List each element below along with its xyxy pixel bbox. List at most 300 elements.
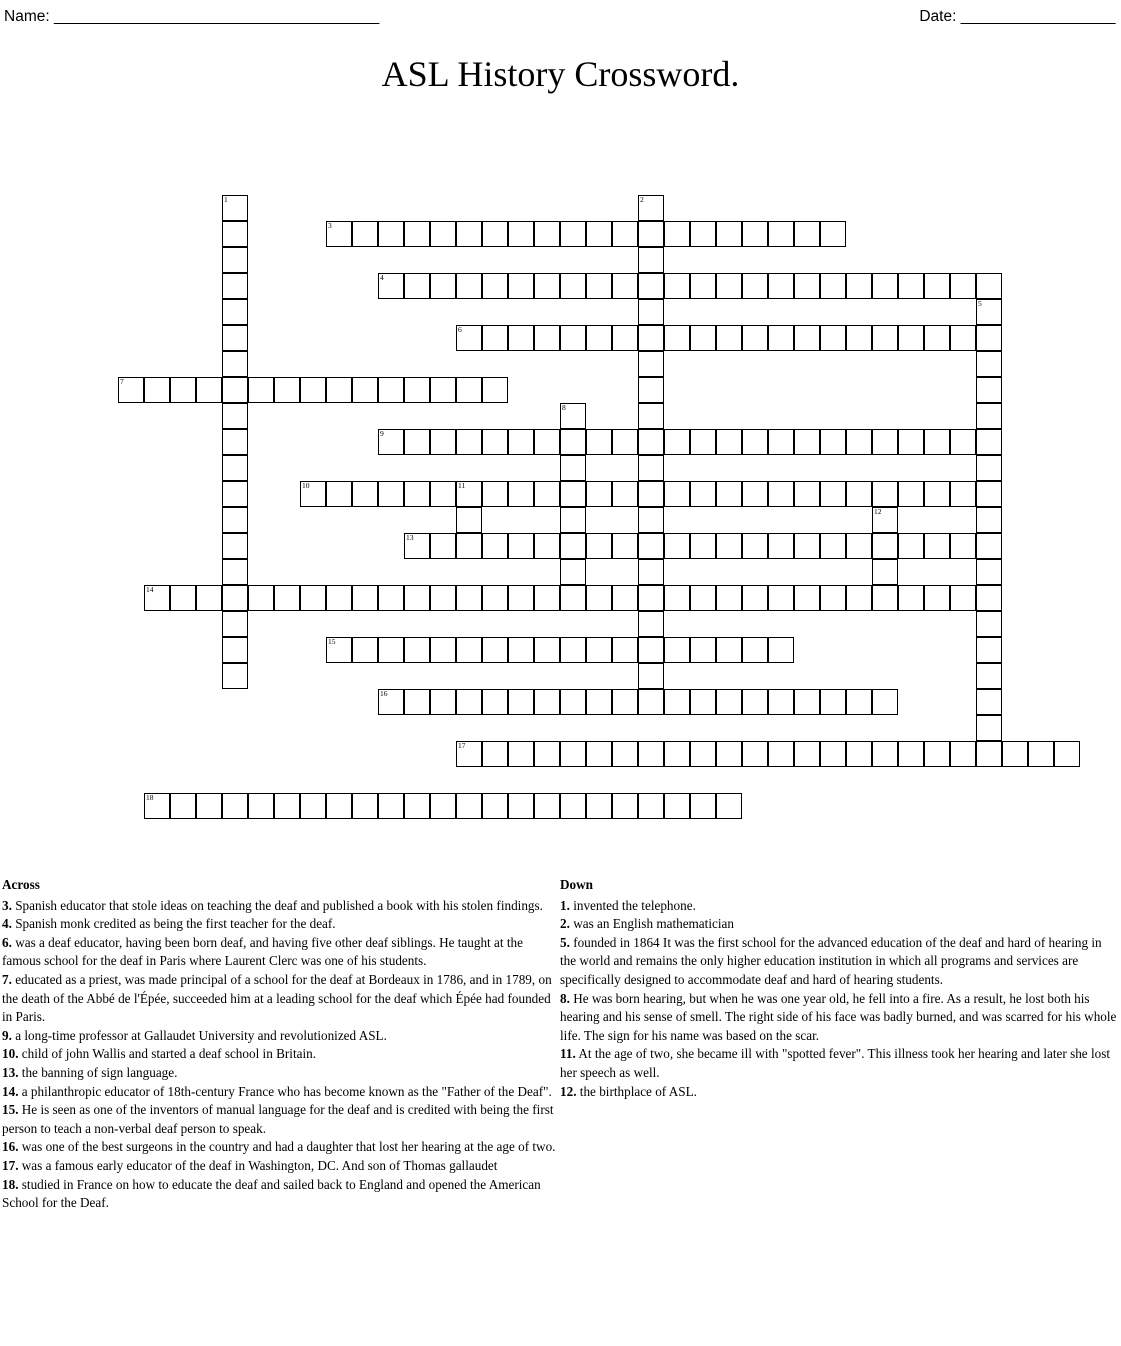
crossword-cell[interactable]: [378, 481, 404, 507]
crossword-cell[interactable]: [898, 325, 924, 351]
crossword-cell[interactable]: [222, 533, 248, 559]
crossword-cell[interactable]: [638, 377, 664, 403]
crossword-cell[interactable]: [508, 741, 534, 767]
crossword-cell[interactable]: [898, 585, 924, 611]
crossword-cell[interactable]: [742, 741, 768, 767]
crossword-cell[interactable]: [924, 273, 950, 299]
crossword-cell[interactable]: [976, 429, 1002, 455]
crossword-cell[interactable]: [378, 429, 404, 455]
crossword-cell[interactable]: [638, 481, 664, 507]
crossword-cell[interactable]: [716, 585, 742, 611]
crossword-cell[interactable]: [456, 377, 482, 403]
crossword-cell[interactable]: [222, 481, 248, 507]
crossword-cell[interactable]: [664, 325, 690, 351]
crossword-cell[interactable]: [534, 533, 560, 559]
crossword-cell[interactable]: [638, 585, 664, 611]
crossword-cell[interactable]: [820, 689, 846, 715]
crossword-cell[interactable]: [976, 299, 1002, 325]
crossword-cell[interactable]: [690, 689, 716, 715]
crossword-cell[interactable]: [976, 741, 1002, 767]
crossword-cell[interactable]: [248, 585, 274, 611]
crossword-cell[interactable]: [612, 325, 638, 351]
crossword-cell[interactable]: [378, 377, 404, 403]
crossword-cell[interactable]: [820, 481, 846, 507]
crossword-cell[interactable]: [118, 377, 144, 403]
crossword-cell[interactable]: [690, 741, 716, 767]
crossword-cell[interactable]: [222, 247, 248, 273]
crossword-cell[interactable]: [950, 325, 976, 351]
crossword-cell[interactable]: [820, 533, 846, 559]
crossword-cell[interactable]: [326, 481, 352, 507]
crossword-cell[interactable]: [820, 325, 846, 351]
crossword-cell[interactable]: [950, 273, 976, 299]
crossword-cell[interactable]: [638, 455, 664, 481]
crossword-cell[interactable]: [1028, 741, 1054, 767]
crossword-cell[interactable]: [664, 637, 690, 663]
crossword-cell[interactable]: [222, 221, 248, 247]
crossword-cell[interactable]: [456, 689, 482, 715]
crossword-cell[interactable]: [326, 793, 352, 819]
crossword-cell[interactable]: [820, 429, 846, 455]
crossword-cell[interactable]: [300, 481, 326, 507]
crossword-cell[interactable]: [508, 273, 534, 299]
crossword-cell[interactable]: [456, 481, 482, 507]
crossword-cell[interactable]: [820, 221, 846, 247]
crossword-cell[interactable]: [690, 481, 716, 507]
crossword-cell[interactable]: [742, 221, 768, 247]
crossword-cell[interactable]: [768, 221, 794, 247]
crossword-cell[interactable]: [898, 273, 924, 299]
crossword-cell[interactable]: [222, 325, 248, 351]
crossword-cell[interactable]: [326, 637, 352, 663]
crossword-cell[interactable]: [560, 793, 586, 819]
crossword-cell[interactable]: [534, 221, 560, 247]
crossword-cell[interactable]: [716, 793, 742, 819]
crossword-grid[interactable]: [0, 190, 1121, 810]
crossword-cell[interactable]: [612, 585, 638, 611]
crossword-cell[interactable]: [690, 637, 716, 663]
crossword-cell[interactable]: [690, 325, 716, 351]
crossword-cell[interactable]: [898, 429, 924, 455]
crossword-cell[interactable]: [638, 221, 664, 247]
crossword-cell[interactable]: [196, 377, 222, 403]
crossword-cell[interactable]: [560, 637, 586, 663]
crossword-cell[interactable]: [430, 429, 456, 455]
crossword-cell[interactable]: [222, 637, 248, 663]
crossword-cell[interactable]: [560, 481, 586, 507]
crossword-cell[interactable]: [456, 793, 482, 819]
crossword-cell[interactable]: [794, 533, 820, 559]
crossword-cell[interactable]: [222, 559, 248, 585]
crossword-cell[interactable]: [612, 533, 638, 559]
crossword-cell[interactable]: [638, 351, 664, 377]
crossword-cell[interactable]: [664, 429, 690, 455]
crossword-cell[interactable]: [690, 429, 716, 455]
crossword-cell[interactable]: [768, 637, 794, 663]
crossword-cell[interactable]: [508, 481, 534, 507]
crossword-cell[interactable]: [612, 741, 638, 767]
crossword-cell[interactable]: [482, 793, 508, 819]
crossword-cell[interactable]: [482, 533, 508, 559]
crossword-cell[interactable]: [898, 741, 924, 767]
crossword-cell[interactable]: [638, 403, 664, 429]
crossword-cell[interactable]: [976, 273, 1002, 299]
crossword-cell[interactable]: [222, 403, 248, 429]
crossword-cell[interactable]: [430, 481, 456, 507]
crossword-cell[interactable]: [716, 273, 742, 299]
crossword-cell[interactable]: [768, 585, 794, 611]
crossword-cell[interactable]: [326, 585, 352, 611]
crossword-cell[interactable]: [690, 533, 716, 559]
crossword-cell[interactable]: [794, 325, 820, 351]
crossword-cell[interactable]: [144, 585, 170, 611]
crossword-cell[interactable]: [482, 585, 508, 611]
crossword-cell[interactable]: [638, 247, 664, 273]
crossword-cell[interactable]: [872, 273, 898, 299]
crossword-cell[interactable]: [924, 429, 950, 455]
crossword-cell[interactable]: [664, 273, 690, 299]
crossword-cell[interactable]: [924, 325, 950, 351]
crossword-cell[interactable]: [222, 299, 248, 325]
crossword-cell[interactable]: [482, 741, 508, 767]
crossword-cell[interactable]: [872, 325, 898, 351]
crossword-cell[interactable]: [404, 221, 430, 247]
crossword-cell[interactable]: [430, 637, 456, 663]
crossword-cell[interactable]: [586, 793, 612, 819]
crossword-cell[interactable]: [534, 637, 560, 663]
crossword-cell[interactable]: [560, 273, 586, 299]
crossword-cell[interactable]: [456, 741, 482, 767]
crossword-cell[interactable]: [872, 533, 898, 559]
crossword-cell[interactable]: [222, 507, 248, 533]
crossword-cell[interactable]: [794, 741, 820, 767]
crossword-cell[interactable]: [664, 689, 690, 715]
crossword-cell[interactable]: [456, 585, 482, 611]
crossword-cell[interactable]: [768, 429, 794, 455]
crossword-cell[interactable]: [456, 429, 482, 455]
crossword-cell[interactable]: [404, 481, 430, 507]
crossword-cell[interactable]: [716, 637, 742, 663]
crossword-cell[interactable]: [612, 637, 638, 663]
crossword-cell[interactable]: [170, 793, 196, 819]
crossword-cell[interactable]: [404, 585, 430, 611]
crossword-cell[interactable]: [638, 689, 664, 715]
crossword-cell[interactable]: [534, 793, 560, 819]
crossword-cell[interactable]: [924, 585, 950, 611]
crossword-cell[interactable]: [482, 637, 508, 663]
crossword-cell[interactable]: [508, 637, 534, 663]
crossword-cell[interactable]: [248, 793, 274, 819]
crossword-cell[interactable]: [222, 195, 248, 221]
crossword-cell[interactable]: [352, 793, 378, 819]
date-write-line[interactable]: ___________________: [960, 8, 1115, 25]
crossword-cell[interactable]: [716, 533, 742, 559]
crossword-cell[interactable]: [508, 429, 534, 455]
crossword-cell[interactable]: [586, 533, 612, 559]
crossword-cell[interactable]: [976, 377, 1002, 403]
crossword-cell[interactable]: [404, 637, 430, 663]
crossword-cell[interactable]: [950, 481, 976, 507]
crossword-cell[interactable]: [274, 377, 300, 403]
crossword-cell[interactable]: [976, 351, 1002, 377]
crossword-cell[interactable]: [950, 741, 976, 767]
crossword-cell[interactable]: [534, 741, 560, 767]
crossword-cell[interactable]: [820, 741, 846, 767]
crossword-cell[interactable]: [612, 481, 638, 507]
name-write-line[interactable]: ________________________________________: [53, 8, 379, 25]
crossword-cell[interactable]: [794, 585, 820, 611]
crossword-cell[interactable]: [482, 221, 508, 247]
crossword-cell[interactable]: [508, 585, 534, 611]
crossword-cell[interactable]: [586, 325, 612, 351]
crossword-cell[interactable]: [716, 741, 742, 767]
crossword-cell[interactable]: [508, 533, 534, 559]
crossword-cell[interactable]: [976, 403, 1002, 429]
crossword-cell[interactable]: [846, 741, 872, 767]
crossword-cell[interactable]: [820, 273, 846, 299]
crossword-cell[interactable]: [846, 273, 872, 299]
crossword-cell[interactable]: [456, 533, 482, 559]
crossword-cell[interactable]: [508, 325, 534, 351]
crossword-cell[interactable]: [820, 585, 846, 611]
crossword-cell[interactable]: [950, 585, 976, 611]
crossword-cell[interactable]: [638, 533, 664, 559]
crossword-cell[interactable]: [300, 585, 326, 611]
crossword-cell[interactable]: [534, 481, 560, 507]
crossword-cell[interactable]: [976, 611, 1002, 637]
crossword-cell[interactable]: [378, 793, 404, 819]
crossword-cell[interactable]: [196, 585, 222, 611]
crossword-cell[interactable]: [456, 273, 482, 299]
crossword-cell[interactable]: [950, 429, 976, 455]
crossword-cell[interactable]: [430, 585, 456, 611]
crossword-cell[interactable]: [144, 793, 170, 819]
crossword-cell[interactable]: [690, 273, 716, 299]
crossword-cell[interactable]: [482, 689, 508, 715]
crossword-cell[interactable]: [352, 481, 378, 507]
crossword-cell[interactable]: [430, 533, 456, 559]
crossword-cell[interactable]: [248, 377, 274, 403]
crossword-cell[interactable]: [352, 585, 378, 611]
crossword-cell[interactable]: [222, 429, 248, 455]
crossword-cell[interactable]: [924, 533, 950, 559]
crossword-cell[interactable]: [872, 741, 898, 767]
crossword-cell[interactable]: [404, 793, 430, 819]
crossword-cell[interactable]: [586, 221, 612, 247]
crossword-cell[interactable]: [560, 429, 586, 455]
crossword-cell[interactable]: [846, 325, 872, 351]
crossword-cell[interactable]: [742, 637, 768, 663]
crossword-cell[interactable]: [716, 429, 742, 455]
crossword-cell[interactable]: [716, 325, 742, 351]
crossword-cell[interactable]: [898, 533, 924, 559]
crossword-cell[interactable]: [378, 689, 404, 715]
crossword-cell[interactable]: [456, 325, 482, 351]
crossword-cell[interactable]: [534, 429, 560, 455]
crossword-cell[interactable]: [482, 325, 508, 351]
crossword-cell[interactable]: [586, 429, 612, 455]
crossword-cell[interactable]: [508, 221, 534, 247]
crossword-cell[interactable]: [716, 221, 742, 247]
crossword-cell[interactable]: [794, 429, 820, 455]
crossword-cell[interactable]: [612, 221, 638, 247]
crossword-cell[interactable]: [404, 377, 430, 403]
crossword-cell[interactable]: [534, 325, 560, 351]
crossword-cell[interactable]: [664, 533, 690, 559]
crossword-cell[interactable]: [872, 507, 898, 533]
crossword-cell[interactable]: [664, 481, 690, 507]
crossword-cell[interactable]: [560, 403, 586, 429]
crossword-cell[interactable]: [612, 793, 638, 819]
crossword-cell[interactable]: [612, 689, 638, 715]
crossword-cell[interactable]: [638, 741, 664, 767]
crossword-cell[interactable]: [378, 585, 404, 611]
crossword-cell[interactable]: [976, 455, 1002, 481]
crossword-cell[interactable]: [976, 715, 1002, 741]
crossword-cell[interactable]: [430, 793, 456, 819]
crossword-cell[interactable]: [560, 507, 586, 533]
crossword-cell[interactable]: [924, 741, 950, 767]
crossword-cell[interactable]: [586, 689, 612, 715]
crossword-cell[interactable]: [560, 585, 586, 611]
crossword-cell[interactable]: [768, 273, 794, 299]
crossword-cell[interactable]: [300, 793, 326, 819]
crossword-cell[interactable]: [560, 741, 586, 767]
crossword-cell[interactable]: [976, 585, 1002, 611]
crossword-cell[interactable]: [846, 481, 872, 507]
crossword-cell[interactable]: [794, 481, 820, 507]
crossword-cell[interactable]: [976, 481, 1002, 507]
crossword-cell[interactable]: [872, 559, 898, 585]
crossword-cell[interactable]: [846, 533, 872, 559]
crossword-cell[interactable]: [560, 559, 586, 585]
crossword-cell[interactable]: [300, 377, 326, 403]
crossword-cell[interactable]: [404, 429, 430, 455]
crossword-cell[interactable]: [378, 221, 404, 247]
crossword-cell[interactable]: [794, 273, 820, 299]
crossword-cell[interactable]: [560, 221, 586, 247]
crossword-cell[interactable]: [690, 221, 716, 247]
crossword-cell[interactable]: [664, 793, 690, 819]
crossword-cell[interactable]: [846, 429, 872, 455]
crossword-cell[interactable]: [222, 351, 248, 377]
crossword-cell[interactable]: [638, 299, 664, 325]
crossword-cell[interactable]: [664, 741, 690, 767]
crossword-cell[interactable]: [976, 533, 1002, 559]
crossword-cell[interactable]: [976, 689, 1002, 715]
crossword-cell[interactable]: [222, 585, 248, 611]
crossword-cell[interactable]: [222, 273, 248, 299]
crossword-cell[interactable]: [638, 325, 664, 351]
crossword-cell[interactable]: [846, 585, 872, 611]
crossword-cell[interactable]: [404, 533, 430, 559]
crossword-cell[interactable]: [872, 689, 898, 715]
crossword-cell[interactable]: [430, 689, 456, 715]
crossword-cell[interactable]: [586, 637, 612, 663]
crossword-cell[interactable]: [404, 689, 430, 715]
crossword-cell[interactable]: [638, 611, 664, 637]
crossword-cell[interactable]: [872, 585, 898, 611]
crossword-cell[interactable]: [222, 793, 248, 819]
crossword-cell[interactable]: [430, 273, 456, 299]
crossword-cell[interactable]: [794, 689, 820, 715]
crossword-cell[interactable]: [690, 585, 716, 611]
crossword-cell[interactable]: [586, 273, 612, 299]
crossword-cell[interactable]: [638, 273, 664, 299]
crossword-cell[interactable]: [352, 377, 378, 403]
crossword-cell[interactable]: [456, 507, 482, 533]
crossword-cell[interactable]: [430, 221, 456, 247]
crossword-cell[interactable]: [742, 689, 768, 715]
crossword-cell[interactable]: [482, 273, 508, 299]
crossword-cell[interactable]: [742, 533, 768, 559]
crossword-cell[interactable]: [404, 273, 430, 299]
crossword-cell[interactable]: [950, 533, 976, 559]
crossword-cell[interactable]: [196, 793, 222, 819]
crossword-cell[interactable]: [976, 637, 1002, 663]
crossword-cell[interactable]: [326, 377, 352, 403]
crossword-cell[interactable]: [664, 221, 690, 247]
crossword-cell[interactable]: [534, 585, 560, 611]
crossword-cell[interactable]: [742, 585, 768, 611]
crossword-cell[interactable]: [638, 663, 664, 689]
crossword-cell[interactable]: [274, 793, 300, 819]
crossword-cell[interactable]: [352, 221, 378, 247]
crossword-cell[interactable]: [768, 741, 794, 767]
crossword-cell[interactable]: [872, 429, 898, 455]
crossword-cell[interactable]: [638, 507, 664, 533]
crossword-cell[interactable]: [378, 637, 404, 663]
crossword-cell[interactable]: [482, 481, 508, 507]
crossword-cell[interactable]: [560, 533, 586, 559]
crossword-cell[interactable]: [586, 481, 612, 507]
crossword-cell[interactable]: [742, 325, 768, 351]
crossword-cell[interactable]: [560, 325, 586, 351]
crossword-cell[interactable]: [898, 481, 924, 507]
crossword-cell[interactable]: [716, 689, 742, 715]
crossword-cell[interactable]: [222, 663, 248, 689]
crossword-cell[interactable]: [768, 325, 794, 351]
crossword-cell[interactable]: [534, 689, 560, 715]
crossword-cell[interactable]: [326, 221, 352, 247]
crossword-cell[interactable]: [716, 481, 742, 507]
crossword-cell[interactable]: [976, 325, 1002, 351]
crossword-cell[interactable]: [378, 273, 404, 299]
crossword-cell[interactable]: [482, 377, 508, 403]
crossword-cell[interactable]: [1002, 741, 1028, 767]
crossword-cell[interactable]: [690, 793, 716, 819]
crossword-cell[interactable]: [768, 533, 794, 559]
crossword-cell[interactable]: [976, 507, 1002, 533]
crossword-cell[interactable]: [742, 429, 768, 455]
crossword-cell[interactable]: [638, 637, 664, 663]
crossword-cell[interactable]: [846, 689, 872, 715]
crossword-cell[interactable]: [560, 455, 586, 481]
crossword-cell[interactable]: [456, 221, 482, 247]
crossword-cell[interactable]: [560, 689, 586, 715]
crossword-cell[interactable]: [352, 637, 378, 663]
crossword-cell[interactable]: [612, 429, 638, 455]
crossword-cell[interactable]: [794, 221, 820, 247]
crossword-cell[interactable]: [924, 481, 950, 507]
crossword-cell[interactable]: [612, 273, 638, 299]
crossword-cell[interactable]: [976, 559, 1002, 585]
crossword-cell[interactable]: [742, 273, 768, 299]
crossword-cell[interactable]: [664, 585, 690, 611]
crossword-cell[interactable]: [222, 455, 248, 481]
crossword-cell[interactable]: [170, 377, 196, 403]
crossword-cell[interactable]: [222, 377, 248, 403]
